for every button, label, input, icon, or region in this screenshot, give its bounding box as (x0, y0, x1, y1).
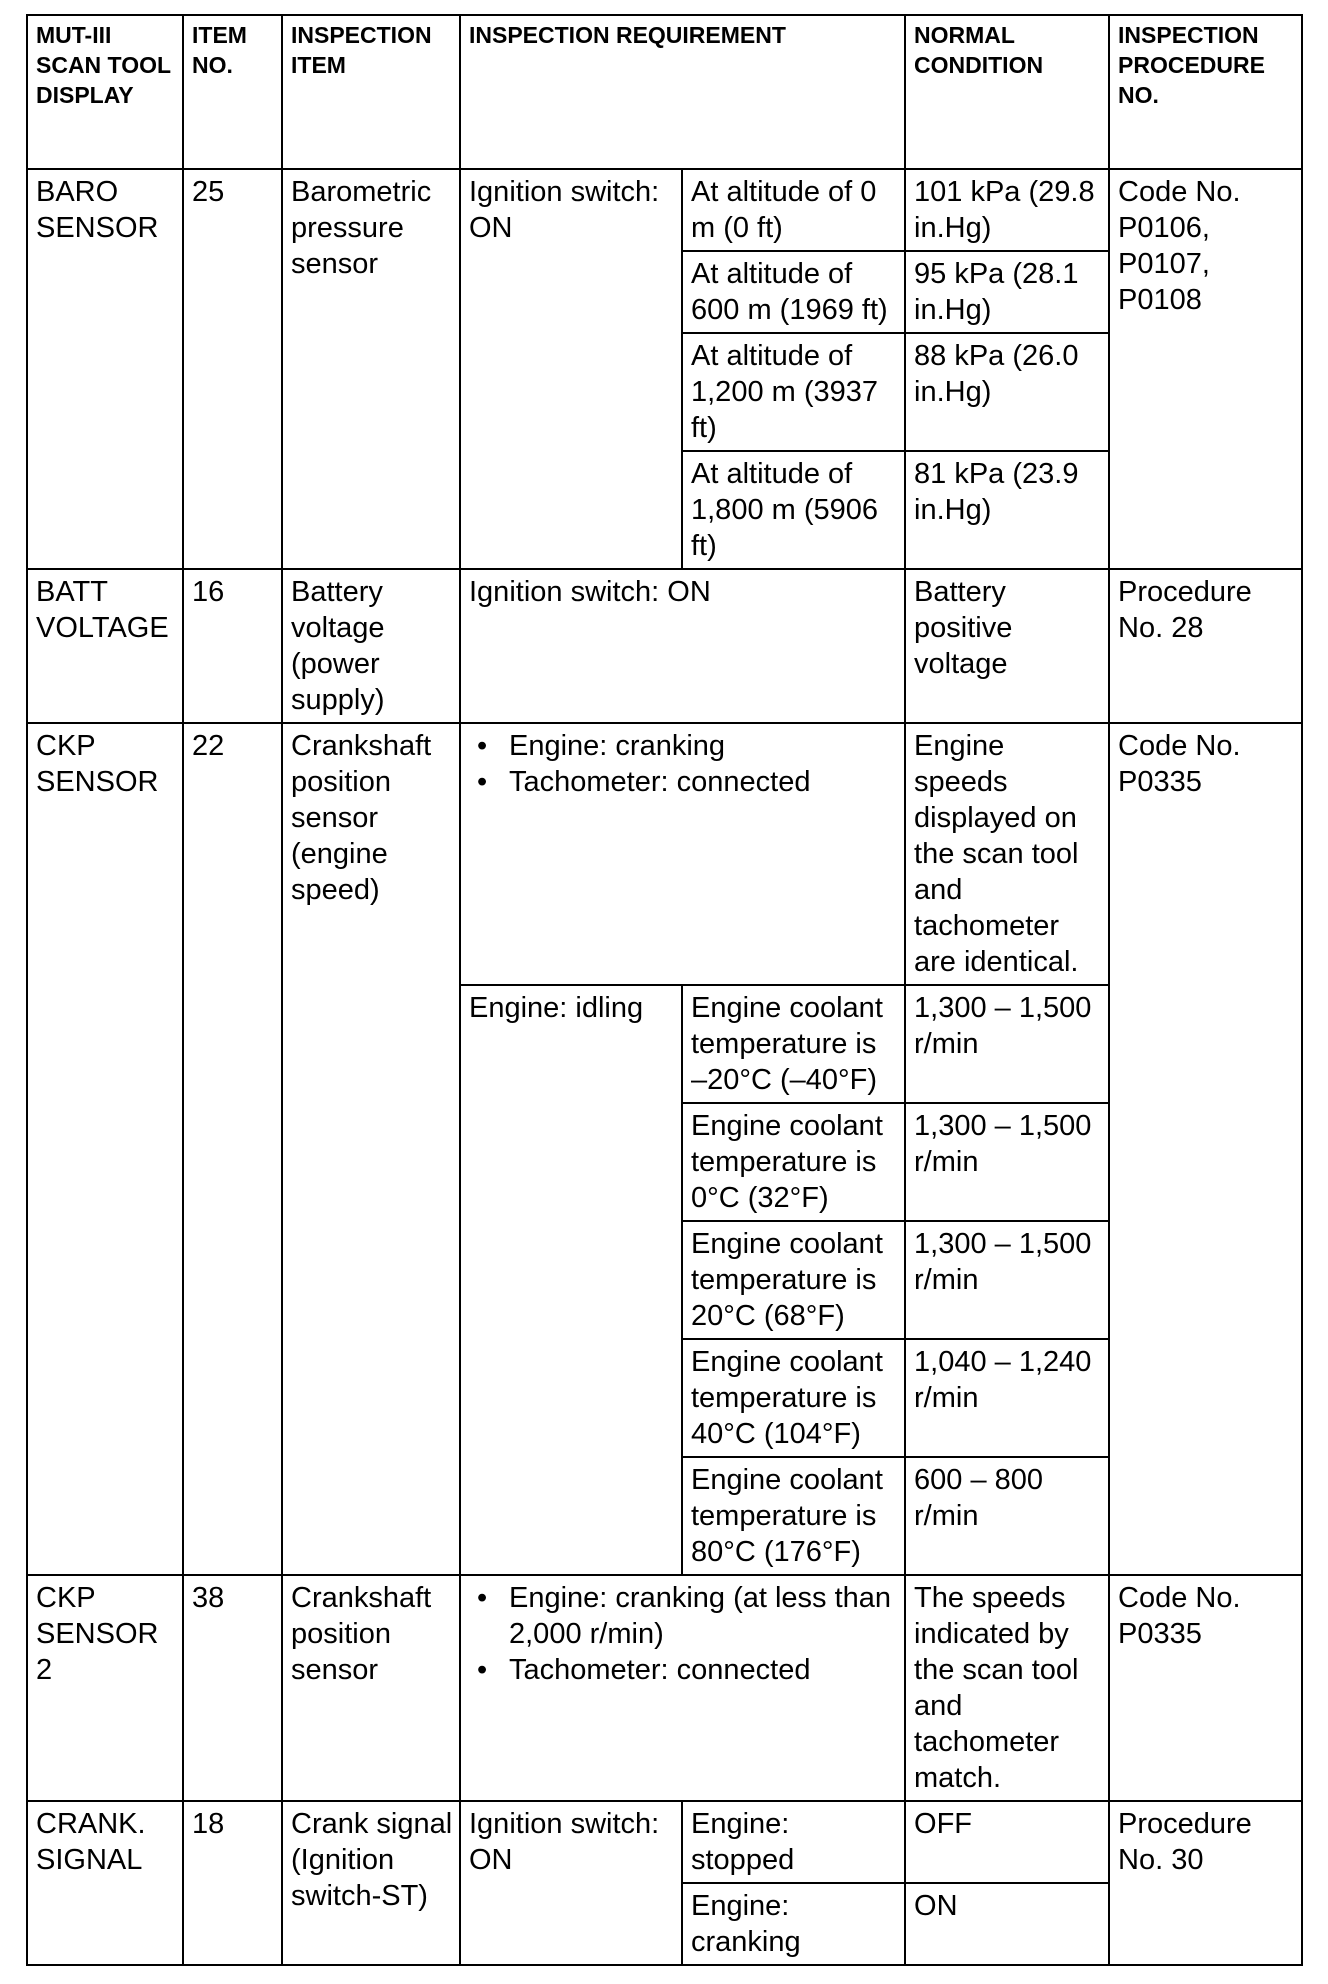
crank-condition: Ignition switch: ON (460, 1801, 682, 1965)
crank-procedure: Procedure No. 30 (1109, 1801, 1302, 1965)
crank-req-0: Engine: stopped (682, 1801, 905, 1883)
batt-display: BATT VOLTAGE (27, 569, 183, 723)
bullet-text: Tachometer: connected (509, 766, 811, 798)
batt-item: Battery voltage (power supply) (282, 569, 460, 723)
table-row (27, 569, 1302, 723)
bullet-text: Engine: cranking (509, 730, 726, 762)
table-row (27, 169, 1302, 251)
baro-normal-1: 95 kPa (28.1 in.Hg) (905, 251, 1109, 333)
ckp2-bullets (460, 1575, 905, 1801)
inspection-table (26, 14, 1303, 1966)
header-item: INSPECTION ITEM (282, 15, 460, 169)
bullet-icon: • (477, 1654, 488, 1686)
baro-normal-2: 88 kPa (26.0 in.Hg) (905, 333, 1109, 451)
ckp-item-no: 22 (183, 723, 282, 1575)
crank-item-no: 18 (183, 1801, 282, 1965)
ckp-idle-req-4: Engine coolant temperature is 80°C (176°F) (682, 1457, 905, 1575)
list-item (477, 764, 898, 800)
ckp-display: CKP SENSOR (27, 723, 183, 1575)
crank-display: CRANK. SIGNAL (27, 1801, 183, 1965)
baro-normal-0: 101 kPa (29.8 in.Hg) (905, 169, 1109, 251)
baro-normal-3: 81 kPa (23.9 in.Hg) (905, 451, 1109, 569)
ckp-idle-normal-4: 600 – 800 r/min (905, 1457, 1109, 1575)
baro-req-3: At altitude of 1,800 m (5906 ft) (682, 451, 905, 569)
bullet-icon: • (477, 766, 488, 798)
table-row (27, 1575, 1302, 1801)
table-row (27, 1801, 1302, 1883)
header-normal: NORMAL CONDITION (905, 15, 1109, 169)
header-display: MUT-III SCAN TOOL DISPLAY (27, 15, 183, 169)
header-row (27, 15, 1302, 169)
ckp-idle-req-2: Engine coolant temperature is 20°C (68°F) (682, 1221, 905, 1339)
baro-item-no: 25 (183, 169, 282, 569)
bullet-text: Engine: cranking (at less than 2,000 r/min) (509, 1582, 892, 1650)
list-item (477, 1580, 898, 1652)
header-procedure: INSPECTION PROCEDURE NO. (1109, 15, 1302, 169)
crank-normal-1: ON (905, 1883, 1109, 1965)
batt-procedure: Procedure No. 28 (1109, 569, 1302, 723)
bullet-icon: • (477, 730, 488, 762)
ckp-bullet-normal: Engine speeds displayed on the scan tool and tachometer are identical. (905, 723, 1109, 985)
bullet-icon: • (477, 1582, 488, 1614)
batt-normal: Battery positive voltage (905, 569, 1109, 723)
ckp-idle-normal-1: 1,300 – 1,500 r/min (905, 1103, 1109, 1221)
baro-condition: Ignition switch: ON (460, 169, 682, 569)
ckp-idle-req-1: Engine coolant temperature is 0°C (32°F) (682, 1103, 905, 1221)
ckp2-display: CKP SENSOR 2 (27, 1575, 183, 1801)
ckp-idle-normal-0: 1,300 – 1,500 r/min (905, 985, 1109, 1103)
ckp-idle-normal-2: 1,300 – 1,500 r/min (905, 1221, 1109, 1339)
ckp-idle-normal-3: 1,040 – 1,240 r/min (905, 1339, 1109, 1457)
header-item-no: ITEM NO. (183, 15, 282, 169)
baro-procedure: Code No. P0106, P0107, P0108 (1109, 169, 1302, 569)
list-item (477, 728, 898, 764)
ckp-idle-req-3: Engine coolant temperature is 40°C (104°F) (682, 1339, 905, 1457)
baro-req-1: At altitude of 600 m (1969 ft) (682, 251, 905, 333)
ckp-bullets (460, 723, 905, 985)
baro-req-2: At altitude of 1,200 m (3937 ft) (682, 333, 905, 451)
baro-req-0: At altitude of 0 m (0 ft) (682, 169, 905, 251)
batt-item-no: 16 (183, 569, 282, 723)
batt-requirement: Ignition switch: ON (460, 569, 905, 723)
ckp2-procedure: Code No. P0335 (1109, 1575, 1302, 1801)
ckp-procedure: Code No. P0335 (1109, 723, 1302, 1575)
ckp2-normal: The speeds indicated by the scan tool and tachometer match. (905, 1575, 1109, 1801)
ckp2-item-no: 38 (183, 1575, 282, 1801)
baro-item: Barometric pressure sensor (282, 169, 460, 569)
crank-normal-0: OFF (905, 1801, 1109, 1883)
header-requirement: INSPECTION REQUIREMENT (460, 15, 905, 169)
ckp-idle-condition: Engine: idling (460, 985, 682, 1575)
bullet-text: Tachometer: connected (509, 1654, 811, 1686)
bullet-list (469, 1580, 898, 1688)
ckp2-item: Crankshaft position sensor (282, 1575, 460, 1801)
table-row (27, 723, 1302, 985)
list-item (477, 1652, 898, 1688)
baro-display: BARO SENSOR (27, 169, 183, 569)
crank-req-1: Engine: cranking (682, 1883, 905, 1965)
bullet-list (469, 728, 898, 800)
crank-item: Crank signal (Ignition switch-ST) (282, 1801, 460, 1965)
ckp-item: Crankshaft position sensor (engine speed) (282, 723, 460, 1575)
ckp-idle-req-0: Engine coolant temperature is –20°C (–40°F) (682, 985, 905, 1103)
